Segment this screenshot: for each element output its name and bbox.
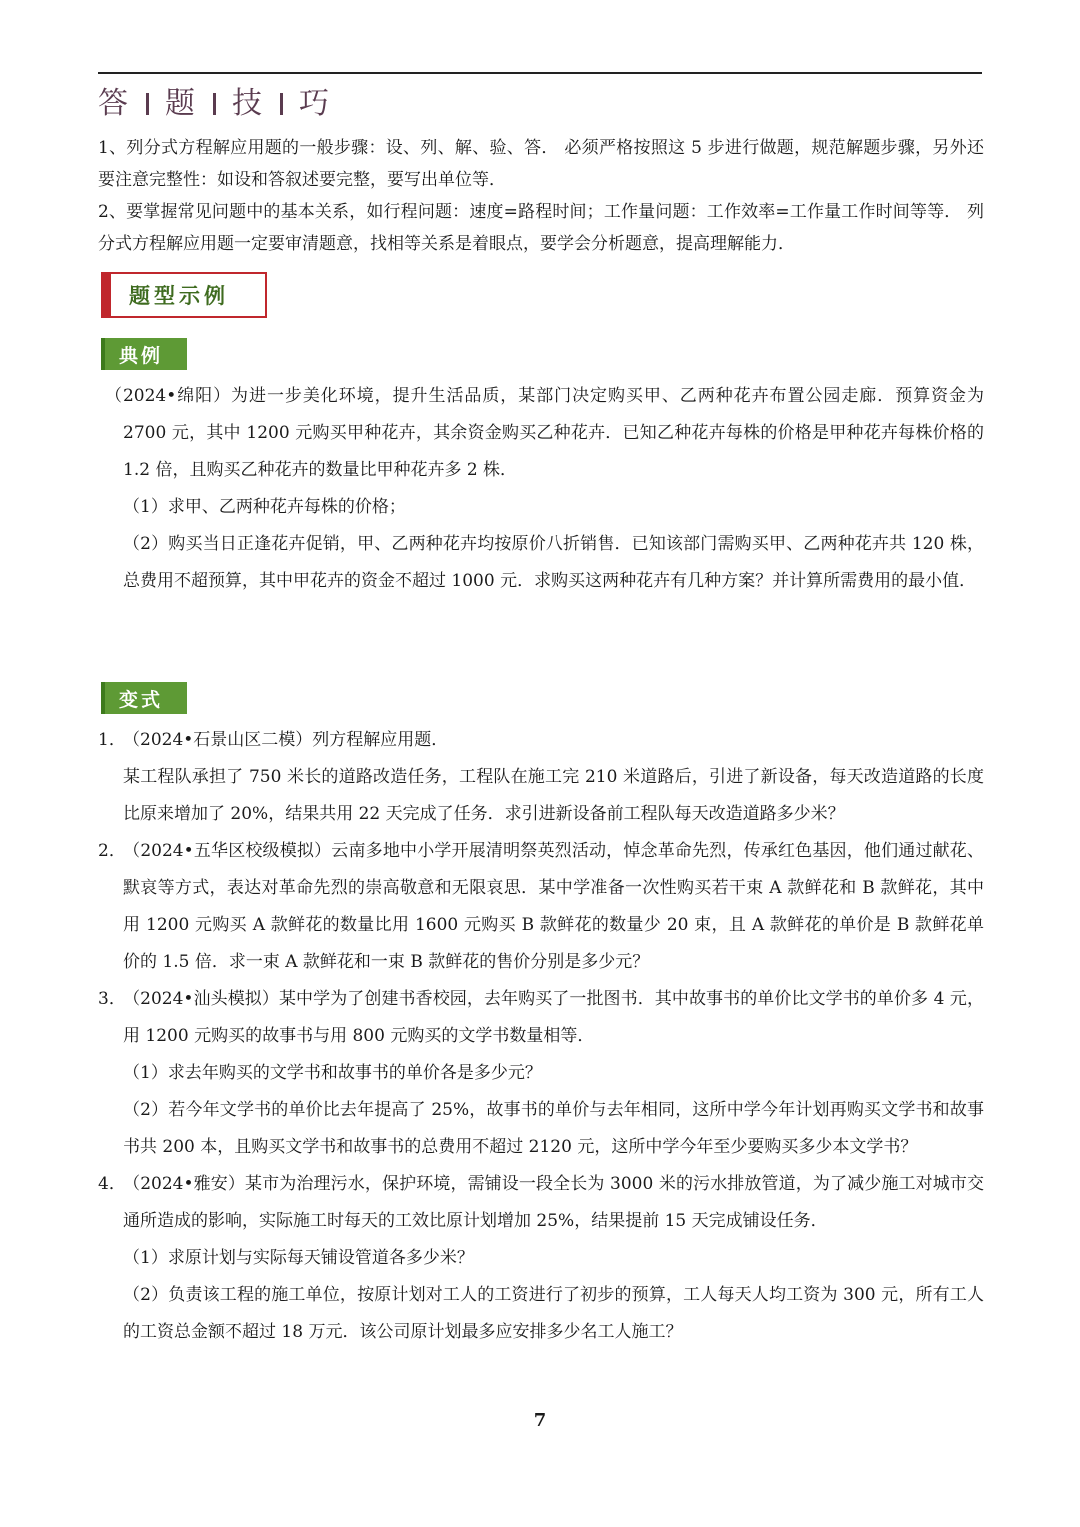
question-types-badge <box>101 272 267 318</box>
variant-badge-label: 变式 <box>119 689 164 711</box>
problem-number: 2． <box>98 841 126 861</box>
example-question-2: （2）购买当日正逢花卉促销，甲、乙两种花卉均按原价八折销售．已知该部门需购买甲、乙两种花卉共 120 株，总费用不超预算，其中甲花卉的资金不超过 1000 元．求购买这两种花卉有几种方案？并计算所需费用的最小值． <box>123 534 984 591</box>
header-char-2: 题 <box>165 86 197 121</box>
variant-problems <box>98 722 984 1351</box>
header-char-3: 技 <box>232 86 264 121</box>
example-question-1: （1）求甲、乙两种花卉每株的价格； <box>123 497 406 517</box>
variant-problem-3 <box>98 981 984 1166</box>
problem-head: （2024•五华区校级模拟）云南多地中小学开展清明祭英烈活动，悼念革命先烈，传承红色基因，他们通过献花、默哀等方式，表达对革命先烈的崇高敬意和无限哀思．某中学准备一次性购买若干束 A 款鲜花和 B 款鲜花，其中用 1200 元购买 A 款鲜花的数量比用 1600 元购买 B 款鲜花的数量少 20 束，且 A 款鲜花的单价是 B 款鲜花单价的 1.5 倍．求一束 A 款鲜花和一束 B 款鲜花的售价分别是多少元？ <box>123 841 984 972</box>
problem-text <box>98 1166 984 1240</box>
header-char-4: 巧 <box>299 86 331 121</box>
variant-problem-1 <box>98 722 984 833</box>
example-badge <box>101 338 187 370</box>
problem-text <box>98 833 984 981</box>
header-char-1: 答 <box>98 86 130 121</box>
header-separator <box>280 93 283 115</box>
problem-number: 4． <box>98 1174 126 1194</box>
header-separator <box>146 93 149 115</box>
tip-1: 1、列分式方程解应用题的一般步骤：设、列、解、验、答． 必须严格按照这 5 步进行做题，规范解题步骤，另外还要注意完整性：如设和答叙述要完整，要写出单位等． <box>98 138 984 190</box>
tips-block <box>98 132 984 260</box>
variant-problem-4 <box>98 1166 984 1351</box>
problem-head: （2024•石景山区二模）列方程解应用题． <box>123 730 449 750</box>
problem-question-2: （2）负责该工程的施工单位，按原计划对工人的工资进行了初步的预算，工人每天人均工资为 300 元，所有工人的工资总金额不超过 18 万元．该公司原计划最多应安排多少名工人施工？ <box>123 1285 984 1342</box>
tip-2: 2、要掌握常见问题中的基本关系，如行程问题：速度=路程时间；工作量问题：工作效率=工作量工作时间等等． 列分式方程解应用题一定要审清题意，找相等关系是着眼点，要学会分析题意，提高理解能力． <box>98 202 984 254</box>
header-rule <box>98 72 982 74</box>
example-stem: （2024•绵阳）为进一步美化环境，提升生活品质，某部门决定购买甲、乙两种花卉布置公园走廊．预算资金为 2700 元，其中 1200 元购买甲种花卉，其余资金购买乙种花卉．已知乙种花卉每株的价格是甲种花卉每株价格的 1.2 倍，且购买乙种花卉的数量比甲种花卉多 2 株． <box>105 386 984 480</box>
variant-badge <box>101 682 187 714</box>
problem-head: （2024•雅安）某市为治理污水，保护环境，需铺设一段全长为 3000 米的污水排放管道，为了减少施工对城市交通所造成的影响，实际施工时每天的工效比原计划增加 25%，结果提前 15 天完成铺设任务． <box>123 1174 984 1231</box>
badge-label: 题型示例 <box>129 284 229 308</box>
page-number: 7 <box>533 1410 547 1431</box>
problem-body: 某工程队承担了 750 米长的道路改造任务，工程队在施工完 210 米道路后，引进了新设备，每天改造道路的长度比原来增加了 20%，结果共用 22 天完成了任务．求引进新设备前工程队每天改造道路多少米？ <box>123 767 984 824</box>
header-separator <box>213 93 216 115</box>
example-badge-label: 典例 <box>119 345 164 367</box>
section-header <box>98 78 331 122</box>
example-problem <box>98 378 984 600</box>
problem-question-1: （1）求原计划与实际每天铺设管道各多少米？ <box>123 1248 474 1268</box>
variant-problem-2 <box>98 833 984 981</box>
badge-accent-bar <box>103 274 111 316</box>
problem-number: 3． <box>98 989 126 1009</box>
problem-question-1: （1）求去年购买的文学书和故事书的单价各是多少元？ <box>123 1063 542 1083</box>
problem-head: （2024•汕头模拟）某中学为了创建书香校园，去年购买了一批图书．其中故事书的单价比文学书的单价多 4 元，用 1200 元购买的故事书与用 800 元购买的文学书数量相等． <box>123 989 984 1046</box>
problem-number: 1． <box>98 730 126 750</box>
problem-question-2: （2）若今年文学书的单价比去年提高了 25%，故事书的单价与去年相同，这所中学今年计划再购买文学书和故事书共 200 本，且购买文学书和故事书的总费用不超过 2120 元，这所中学今年至少要购买多少本文学书？ <box>123 1100 984 1157</box>
problem-text <box>98 981 984 1055</box>
